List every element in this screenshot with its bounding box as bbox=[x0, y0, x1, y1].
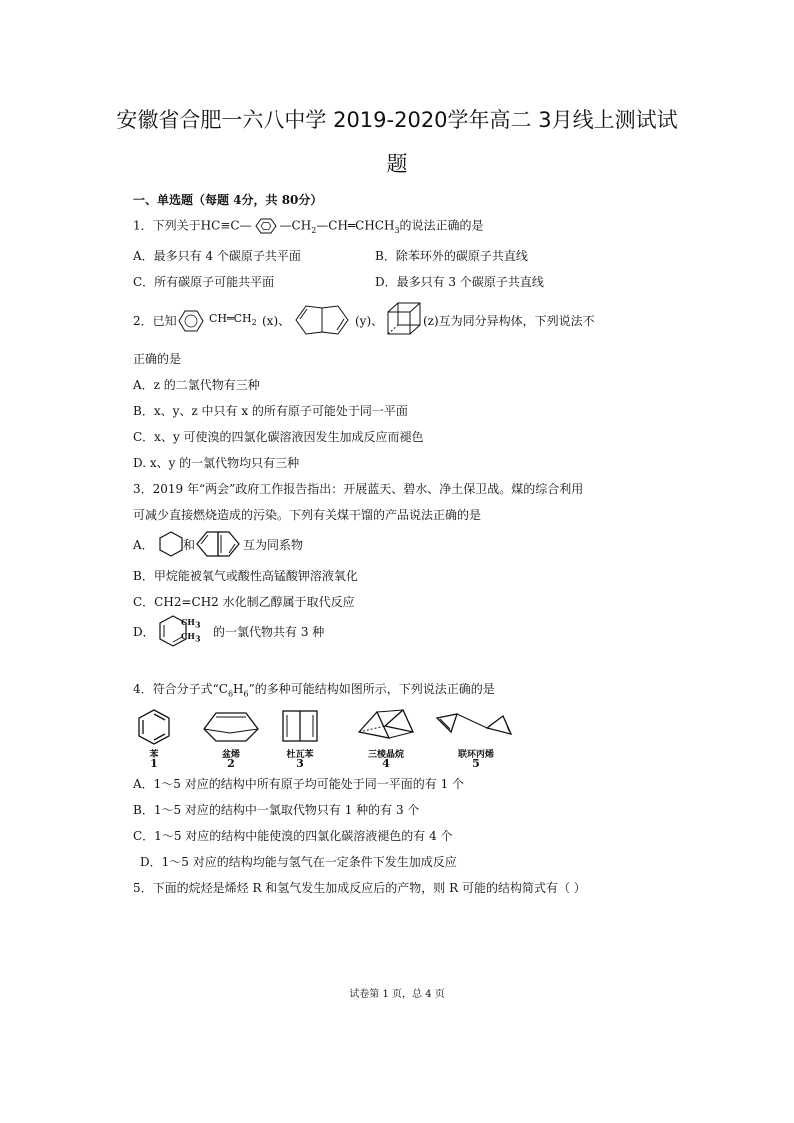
q1-option-a: A．最多只有 4 个碳原子共平面 bbox=[133, 249, 301, 263]
q2-option-a: A．z 的二氯代物有三种 bbox=[133, 378, 260, 392]
q3-methyl-1: $CH_3$ bbox=[181, 617, 201, 630]
q2-option-d: D. x、y 的一氯代物均只有三种 bbox=[133, 456, 300, 470]
benzene-structure bbox=[136, 708, 172, 746]
q3-option-a-tail: 互为同系物 bbox=[243, 538, 304, 552]
page-footer: 试卷第 1 页，总 4 页 bbox=[349, 989, 445, 1000]
structure-1-num: 1 bbox=[150, 757, 158, 770]
q1-benzene-structure bbox=[252, 217, 280, 235]
q4-stem-a: 4．符合分子式“C bbox=[133, 682, 228, 696]
bicyclic-diene-structure bbox=[292, 302, 352, 338]
q3-option-c: C．CH2=CH2 水化制乙醇属于取代反应 bbox=[133, 595, 355, 609]
cyclohexane-structure bbox=[158, 530, 184, 558]
structure-4-name: 三棱晶烷 bbox=[367, 750, 404, 760]
q3-methyl-2-text: CH bbox=[181, 631, 195, 641]
q4-option-c: C．1～5 对应的结构中能使溴的四氯化碳溶液褪色的有 4 个 bbox=[133, 829, 453, 843]
q1-option-b: B．除苯环外的碳原子共直线 bbox=[375, 249, 528, 263]
q3-option-a-and: 和 bbox=[183, 538, 196, 552]
structure-3-name: 杜瓦苯 bbox=[286, 750, 314, 760]
page-title-line2: 题 bbox=[386, 152, 408, 176]
q5-stem: 5．下面的烷烃是烯烃 R 和氢气发生加成反应后的产物，则 R 可能的结构简式有（ ） bbox=[133, 881, 586, 895]
q3-option-b: B．甲烷能被氧气或酸性高锰酸钾溶液氧化 bbox=[133, 569, 358, 583]
q3-methyl-2: $CH_3$ bbox=[181, 631, 201, 644]
q4-option-d: D．1～5 对应的结构均能与氢气在一定条件下发生加成反应 bbox=[140, 855, 457, 869]
q4-option-b: B．1～5 对应的结构中一氯取代物只有 1 种的有 3 个 bbox=[133, 803, 420, 817]
q4-stem: 4．符合分子式“$C_6H_6$”的多种可能结构如图所示，下列说法正确的是 bbox=[133, 682, 495, 699]
q3-stem-line1: 3．2019 年“两会”政府工作报告指出：开展蓝天、碧水、净土保卫战。煤的综合利用 bbox=[133, 482, 584, 496]
q2-option-b: B．x、y、z 中只有 x 的所有原子可能处于同一平面 bbox=[133, 404, 408, 418]
q1-option-c: C．所有碳原子可能共平面 bbox=[133, 275, 275, 289]
question-1-stem: 1．下列关于HC≡C— $—CH_2—CH═CHCH_3$的说法正确的是 bbox=[133, 218, 484, 235]
structure-3-num: 3 bbox=[296, 757, 304, 770]
prismane-structure bbox=[355, 706, 417, 744]
styrene-structure bbox=[176, 308, 206, 334]
q1-formula-a: HC≡C— bbox=[200, 218, 252, 233]
q2-y-label: (y)、 bbox=[355, 314, 384, 328]
structure-4-num: 4 bbox=[382, 757, 390, 770]
q1-suffix: 的说法正确的是 bbox=[399, 218, 484, 233]
q2-x-formula-text: CH═CH bbox=[209, 312, 252, 325]
structure-2-num: 2 bbox=[227, 757, 235, 770]
q4-stem-b: H bbox=[233, 682, 244, 696]
q2-option-c: C．x、y 可使溴的四氯化碳溶液因发生加成反应而褪色 bbox=[133, 430, 424, 444]
page-title-line1: 安徽省合肥一六八中学 2019-2020学年高二 3月线上测试试 bbox=[116, 108, 678, 132]
q2-stem-continued: 正确的是 bbox=[133, 352, 182, 366]
bicyclopropenyl-structure bbox=[433, 710, 519, 740]
benzvalene-structure bbox=[200, 705, 262, 745]
q3-methyl-1-text: CH bbox=[181, 617, 195, 627]
q2-prefix: 2．已知 bbox=[133, 314, 177, 328]
q1-formula-b: —CH bbox=[279, 218, 312, 233]
structure-5-num: 5 bbox=[472, 757, 480, 770]
structure-2-name: 盆烯 bbox=[221, 750, 240, 760]
q3-stem-line2: 可减少直接燃烧造成的污染。下列有关煤干馏的产品说法正确的是 bbox=[133, 508, 482, 522]
q2-x-label: (x)、 bbox=[262, 314, 291, 328]
q2-z-label: (z)互为同分异构体，下列说法不 bbox=[423, 314, 595, 328]
cubane-structure bbox=[385, 300, 423, 338]
naphthalene-structure bbox=[194, 529, 242, 559]
q3-option-d-label: D． bbox=[133, 625, 155, 639]
q4-option-a: A．1～5 对应的结构中所有原子均可能处于同一平面的有 1 个 bbox=[133, 777, 465, 791]
section-heading: 一、单选题（每题 4分，共 80分） bbox=[133, 193, 323, 207]
q3-option-a-label: A． bbox=[133, 538, 154, 552]
dewar-benzene-structure bbox=[280, 707, 320, 745]
q2-x-formula: $CH═CH_2$ bbox=[209, 312, 257, 328]
q1-option-d: D．最多只有 3 个碳原子共直线 bbox=[375, 275, 544, 289]
q4-stem-c: ”的多种可能结构如图所示，下列说法正确的是 bbox=[248, 682, 495, 696]
q1-prefix: 1．下列关于 bbox=[133, 218, 201, 233]
q1-formula-c: —CH═CHCH bbox=[316, 218, 395, 233]
structure-5-name: 联环丙烯 bbox=[457, 750, 494, 760]
structure-1-name: 苯 bbox=[149, 750, 159, 760]
q3-option-d-tail: 的一氯代物共有 3 种 bbox=[213, 625, 325, 639]
